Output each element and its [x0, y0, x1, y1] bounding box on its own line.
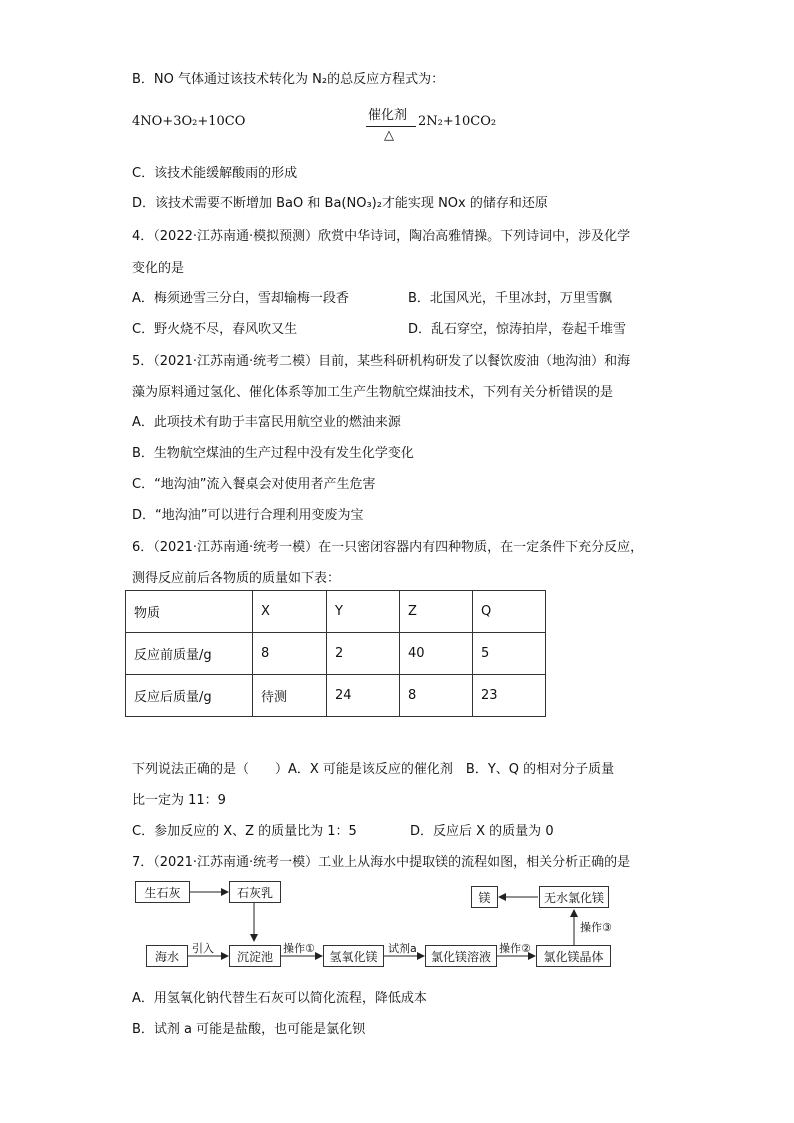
q5-stem-line1: 5．（2021·江苏南通·统考二模）目前，某些科研机构研发了以餐饮废油（地沟油）和海 — [132, 354, 631, 369]
flow-label-op3: 操作③ — [580, 921, 612, 934]
table-cell: Y — [327, 591, 400, 633]
flow-label-op2: 操作② — [499, 942, 531, 955]
q6-options-line1: 下列说法正确的是（ ）A．X 可能是该反应的催化剂 B．Y、Q 的相对分子质量 — [132, 762, 615, 777]
table-cell: 8 — [400, 675, 473, 717]
flow-box-magnesium-hydroxide: 氢氧化镁 — [323, 945, 384, 967]
flow-label-reagent-a: 试剂a — [388, 942, 417, 955]
flow-box-seawater: 海水 — [146, 945, 188, 967]
table-cell: 2 — [327, 633, 400, 675]
q5-option-d: D．“地沟油”可以进行合理利用变废为宝 — [132, 508, 364, 523]
q4-stem-line1: 4．（2022·江苏南通·模拟预测）欣赏中华诗词，陶冶高雅情操。下列诗词中，涉及化学 — [132, 229, 631, 244]
q4-stem-line2: 变化的是 — [132, 261, 185, 276]
equation-products: 2N₂+10CO₂ — [418, 114, 497, 129]
table-cell: 24 — [327, 675, 400, 717]
equation-heat: △ — [384, 128, 394, 143]
q3-option-c: C．该技术能缓解酸雨的形成 — [132, 166, 298, 181]
table-cell: 反应前质量/g — [126, 633, 253, 675]
table-cell: 8 — [253, 633, 327, 675]
flow-box-limemilk: 石灰乳 — [229, 881, 281, 903]
table-cell: 反应后质量/g — [126, 675, 253, 717]
q7-option-a: A．用氢氧化钠代替生石灰可以简化流程，降低成本 — [132, 991, 427, 1006]
q3-option-b: B．NO 气体通过该技术转化为 N₂的总反应方程式为： — [132, 72, 445, 87]
table-cell: 23 — [473, 675, 546, 717]
flow-box-anhydrous-mgcl2: 无水氯化镁 — [539, 886, 609, 908]
q5-option-b: B．生物航空煤油的生产过程中没有发生化学变化 — [132, 446, 414, 461]
table-cell: 40 — [400, 633, 473, 675]
equation-catalyst: 催化剂 — [368, 108, 408, 123]
table-cell: X — [253, 591, 327, 633]
flow-label-intro: 引入 — [192, 942, 214, 955]
table-cell: 待测 — [253, 675, 327, 717]
flow-box-mgcl2-solution: 氯化镁溶液 — [425, 945, 497, 967]
q6-option-c: C．参加反应的 X、Z 的质量比为 1：5 — [132, 824, 357, 839]
flow-label-op1: 操作① — [283, 942, 315, 955]
table-cell: 5 — [473, 633, 546, 675]
flow-box-mgcl2-crystal: 氯化镁晶体 — [536, 945, 611, 967]
q5-stem-line2: 藻为原料通过氢化、催化体系等加工生产生物航空煤油技术，下列有关分析错误的是 — [132, 385, 614, 400]
q4-option-b: B．北国风光，千里冰封，万里雪飘 — [408, 291, 612, 306]
q6-options-line2: 比一定为 11：9 — [132, 793, 226, 808]
q4-option-c: C．野火烧不尽，春风吹又生 — [132, 322, 298, 337]
q6-stem-line1: 6．（2021·江苏南通·统考一模）在一只密闭容器内有四种物质，在一定条件下充分反应， — [132, 540, 644, 555]
q6-stem-line2: 测得反应前后各物质的质量如下表： — [132, 571, 341, 586]
q4-option-d: D．乱石穿空，惊涛拍岸，卷起千堆雪 — [408, 322, 627, 337]
q5-option-a: A．此项技术有助于丰富民用航空业的燃油来源 — [132, 415, 401, 430]
q7-option-b: B．试剂 a 可能是盐酸，也可能是氯化钡 — [132, 1022, 366, 1037]
table-cell: 物质 — [126, 591, 253, 633]
flow-box-quicklime: 生石灰 — [135, 881, 190, 903]
flow-box-magnesium: 镁 — [471, 886, 498, 908]
q7-stem: 7．（2021·江苏南通·统考一模）工业上从海水中提取镁的流程如图，相关分析正确的是 — [132, 855, 631, 870]
q6-option-d: D．反应后 X 的质量为 0 — [410, 824, 554, 839]
flow-box-tank: 沉淀池 — [229, 945, 281, 967]
table-cell: Z — [400, 591, 473, 633]
q3-option-d: D．该技术需要不断增加 BaO 和 Ba(NO₃)₂才能实现 NOx 的储存和还原 — [132, 196, 548, 211]
table-cell: Q — [473, 591, 546, 633]
q4-option-a: A．梅须逊雪三分白，雪却输梅一段香 — [132, 291, 349, 306]
q5-option-c: C．“地沟油”流入餐桌会对使用者产生危害 — [132, 477, 376, 492]
equation-reactants: 4NO+3O₂+10CO — [132, 114, 246, 129]
